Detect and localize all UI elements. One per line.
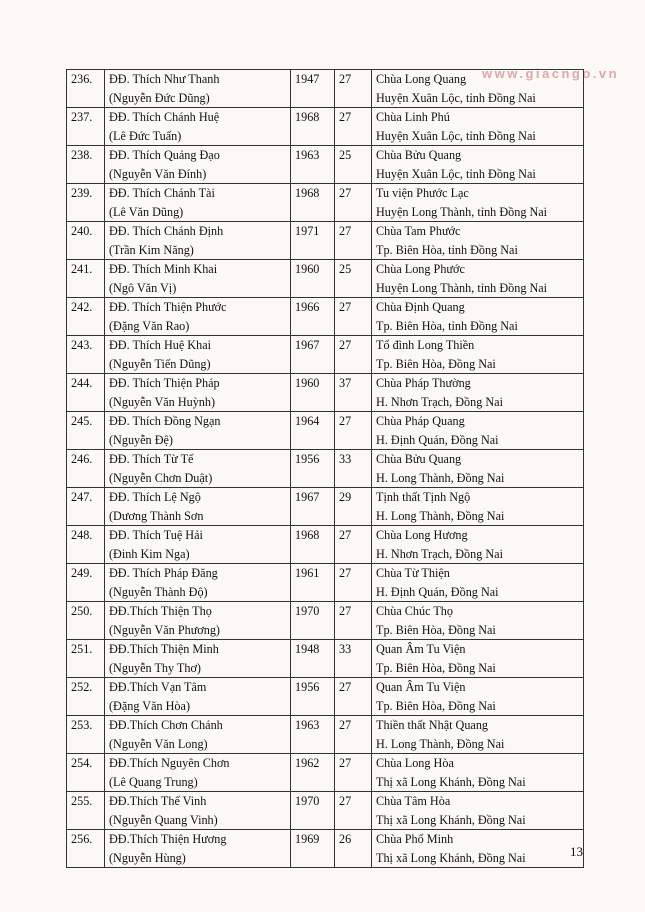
birth-year: 1961 xyxy=(291,564,335,602)
temple-location: Thị xã Long Khánh, Đồng Nai xyxy=(376,812,526,827)
temple-cell xyxy=(372,830,584,868)
temple-name: Chùa Long Phước xyxy=(376,262,465,276)
lay-name: (Nguyễn Tiến Dũng) xyxy=(109,356,211,371)
row-number: 252. xyxy=(67,678,105,716)
temple-cell xyxy=(372,146,584,184)
temple-location: Thị xã Long Khánh, Đồng Nai xyxy=(376,850,526,865)
birth-year: 1970 xyxy=(291,602,335,640)
birth-year: 1956 xyxy=(291,450,335,488)
dharma-name: ĐĐ.Thích Chơn Chánh xyxy=(109,718,223,732)
table-row xyxy=(67,298,584,336)
temple-name: Quan Âm Tu Viện xyxy=(376,680,466,694)
birth-year: 1962 xyxy=(291,754,335,792)
lay-name: (Đặng Văn Rao) xyxy=(109,318,190,333)
temple-name: Tịnh thất Tịnh Ngộ xyxy=(376,490,471,504)
dharma-name: ĐĐ. Thích Tuệ Hải xyxy=(109,528,203,542)
row-number: 253. xyxy=(67,716,105,754)
birth-year: 1948 xyxy=(291,640,335,678)
temple-name: Chùa Từ Thiện xyxy=(376,566,450,580)
age: 27 xyxy=(335,412,372,450)
monk-name-cell xyxy=(105,754,291,792)
table-body xyxy=(67,70,584,868)
monk-name-cell xyxy=(105,830,291,868)
lay-name: (Nguyễn Văn Đính) xyxy=(109,166,207,181)
dharma-name: ĐĐ. Thích Pháp Đăng xyxy=(109,566,218,580)
age: 27 xyxy=(335,602,372,640)
temple-location: Tp. Biên Hòa, tỉnh Đồng Nai xyxy=(376,242,518,257)
temple-location: Tp. Biên Hòa, Đồng Nai xyxy=(376,622,496,637)
lay-name: (Nguyễn Quang Vinh) xyxy=(109,812,218,827)
table-row xyxy=(67,754,584,792)
monk-name-cell xyxy=(105,602,291,640)
monk-name-cell xyxy=(105,792,291,830)
table-row xyxy=(67,792,584,830)
monk-name-cell xyxy=(105,678,291,716)
monk-name-cell xyxy=(105,716,291,754)
watermark: www.giacngo.vn xyxy=(482,66,620,81)
temple-name: Chùa Pháp Quang xyxy=(376,414,465,428)
dharma-name: ĐĐ. Thích Như Thanh xyxy=(109,72,220,86)
row-number: 240. xyxy=(67,222,105,260)
monk-name-cell xyxy=(105,108,291,146)
dharma-name: ĐĐ.Thích Thiện Minh xyxy=(109,642,219,656)
monk-name-cell xyxy=(105,450,291,488)
temple-location: Huyện Long Thành, tỉnh Đồng Nai xyxy=(376,280,548,295)
table-row xyxy=(67,678,584,716)
temple-name: Chùa Linh Phú xyxy=(376,110,450,124)
lay-name: (Ngô Văn Vị) xyxy=(109,280,177,295)
dharma-name: ĐĐ. Thích Lệ Ngộ xyxy=(109,490,201,504)
temple-location: H. Long Thành, Đồng Nai xyxy=(376,508,505,523)
age: 27 xyxy=(335,716,372,754)
temple-cell xyxy=(372,222,584,260)
table-row xyxy=(67,222,584,260)
lay-name: (Lê Đức Tuấn) xyxy=(109,128,182,143)
table-row xyxy=(67,488,584,526)
monk-name-cell xyxy=(105,260,291,298)
table-row xyxy=(67,108,584,146)
table-row xyxy=(67,602,584,640)
temple-cell xyxy=(372,260,584,298)
monk-name-cell xyxy=(105,374,291,412)
dharma-name: ĐĐ.Thích Thiện Hương xyxy=(109,832,227,846)
row-number: 256. xyxy=(67,830,105,868)
row-number: 243. xyxy=(67,336,105,374)
lay-name: (Trần Kim Năng) xyxy=(109,242,194,257)
row-number: 236. xyxy=(67,70,105,108)
dharma-name: ĐĐ. Thích Thiện Pháp xyxy=(109,376,220,390)
temple-name: Quan Âm Tu Viện xyxy=(376,642,466,656)
dharma-name: ĐĐ. Thích Đồng Ngạn xyxy=(109,414,221,428)
temple-location: Huyện Xuân Lộc, tỉnh Đồng Nai xyxy=(376,128,536,143)
birth-year: 1963 xyxy=(291,716,335,754)
birth-year: 1968 xyxy=(291,108,335,146)
temple-cell xyxy=(372,336,584,374)
temple-cell xyxy=(372,602,584,640)
temple-location: Tp. Biên Hòa, Đồng Nai xyxy=(376,356,496,371)
age: 27 xyxy=(335,526,372,564)
birth-year: 1960 xyxy=(291,374,335,412)
age: 27 xyxy=(335,108,372,146)
age: 27 xyxy=(335,70,372,108)
monk-name-cell xyxy=(105,298,291,336)
row-number: 239. xyxy=(67,184,105,222)
lay-name: (Nguyễn Văn Phương) xyxy=(109,622,220,637)
dharma-name: ĐĐ.Thích Vạn Tâm xyxy=(109,680,207,694)
temple-name: Chùa Phổ Minh xyxy=(376,832,454,846)
dharma-name: ĐĐ. Thích Minh Khai xyxy=(109,262,218,276)
row-number: 254. xyxy=(67,754,105,792)
row-number: 241. xyxy=(67,260,105,298)
monk-name-cell xyxy=(105,184,291,222)
monk-name-cell xyxy=(105,222,291,260)
age: 25 xyxy=(335,260,372,298)
table-row xyxy=(67,184,584,222)
age: 27 xyxy=(335,336,372,374)
lay-name: (Lê Văn Dũng) xyxy=(109,204,184,219)
monk-name-cell xyxy=(105,412,291,450)
table-row xyxy=(67,640,584,678)
temple-name: Chùa Tam Phước xyxy=(376,224,461,238)
lay-name: (Nguyễn Đức Dũng) xyxy=(109,90,210,105)
temple-cell xyxy=(372,70,584,108)
table-row xyxy=(67,70,584,108)
temple-location: H. Định Quán, Đồng Nai xyxy=(376,584,499,599)
row-number: 238. xyxy=(67,146,105,184)
monk-name-cell xyxy=(105,564,291,602)
temple-cell xyxy=(372,792,584,830)
temple-cell xyxy=(372,526,584,564)
temple-name: Chùa Định Quang xyxy=(376,300,465,314)
temple-name: Chùa Bửu Quang xyxy=(376,148,462,162)
table-row xyxy=(67,450,584,488)
lay-name: (Nguyễn Chơn Duật) xyxy=(109,470,213,485)
row-number: 250. xyxy=(67,602,105,640)
monk-name-cell xyxy=(105,488,291,526)
age: 33 xyxy=(335,640,372,678)
table-row xyxy=(67,374,584,412)
age: 27 xyxy=(335,792,372,830)
temple-location: H. Long Thành, Đồng Nai xyxy=(376,470,505,485)
birth-year: 1971 xyxy=(291,222,335,260)
temple-name: Chùa Long Hòa xyxy=(376,756,454,770)
lay-name: (Nguyễn Đệ) xyxy=(109,432,173,447)
row-number: 255. xyxy=(67,792,105,830)
dharma-name: ĐĐ. Thích Thiện Phước xyxy=(109,300,227,314)
temple-cell xyxy=(372,640,584,678)
table-row xyxy=(67,336,584,374)
temple-location: H. Nhơn Trạch, Đồng Nai xyxy=(376,546,503,561)
birth-year: 1960 xyxy=(291,260,335,298)
temple-location: H. Định Quán, Đồng Nai xyxy=(376,432,499,447)
birth-year: 1968 xyxy=(291,526,335,564)
temple-cell xyxy=(372,412,584,450)
monk-name-cell xyxy=(105,70,291,108)
temple-location: Huyện Xuân Lộc, tỉnh Đồng Nai xyxy=(376,166,536,181)
temple-name: Chùa Pháp Thường xyxy=(376,376,471,390)
temple-name: Chùa Long Quang xyxy=(376,72,467,86)
temple-cell xyxy=(372,108,584,146)
temple-cell xyxy=(372,184,584,222)
lay-name: (Đinh Kim Nga) xyxy=(109,546,190,561)
monk-name-cell xyxy=(105,336,291,374)
table-row xyxy=(67,412,584,450)
row-number: 249. xyxy=(67,564,105,602)
table-row xyxy=(67,564,584,602)
lay-name: (Nguyễn Thy Thơ) xyxy=(109,660,201,675)
temple-name: Tổ đình Long Thiền xyxy=(376,338,475,352)
temple-name: Chùa Chúc Thọ xyxy=(376,604,453,618)
lay-name: (Nguyễn Văn Long) xyxy=(109,736,208,751)
row-number: 245. xyxy=(67,412,105,450)
dharma-name: ĐĐ. Thích Chánh Tài xyxy=(109,186,215,200)
birth-year: 1967 xyxy=(291,336,335,374)
temple-cell xyxy=(372,450,584,488)
birth-year: 1970 xyxy=(291,792,335,830)
age: 37 xyxy=(335,374,372,412)
row-number: 244. xyxy=(67,374,105,412)
temple-location: Tp. Biên Hòa, Đồng Nai xyxy=(376,660,496,675)
dharma-name: ĐĐ.Thích Thiện Thọ xyxy=(109,604,212,618)
temple-name: Chùa Long Hương xyxy=(376,528,468,542)
dharma-name: ĐĐ. Thích Chánh Định xyxy=(109,224,224,238)
birth-year: 1963 xyxy=(291,146,335,184)
birth-year: 1969 xyxy=(291,830,335,868)
temple-name: Tu viện Phước Lạc xyxy=(376,186,469,200)
monk-list-table xyxy=(66,69,584,868)
row-number: 237. xyxy=(67,108,105,146)
table-row xyxy=(67,260,584,298)
temple-cell xyxy=(372,488,584,526)
age: 27 xyxy=(335,564,372,602)
lay-name: (Đặng Văn Hòa) xyxy=(109,698,190,713)
temple-location: H. Long Thành, Đồng Nai xyxy=(376,736,505,751)
temple-name: Chùa Tâm Hòa xyxy=(376,794,451,808)
dharma-name: ĐĐ. Thích Huệ Khai xyxy=(109,338,211,352)
row-number: 247. xyxy=(67,488,105,526)
dharma-name: ĐĐ. Thích Quảng Đạo xyxy=(109,148,220,162)
table-row xyxy=(67,830,584,868)
age: 26 xyxy=(335,830,372,868)
age: 29 xyxy=(335,488,372,526)
temple-cell xyxy=(372,564,584,602)
lay-name: (Nguyễn Văn Huỳnh) xyxy=(109,394,216,409)
birth-year: 1968 xyxy=(291,184,335,222)
lay-name: (Lê Quang Trung) xyxy=(109,774,198,789)
age: 27 xyxy=(335,222,372,260)
birth-year: 1967 xyxy=(291,488,335,526)
row-number: 251. xyxy=(67,640,105,678)
dharma-name: ĐĐ.Thích Thế Vinh xyxy=(109,794,207,808)
temple-location: Thị xã Long Khánh, Đồng Nai xyxy=(376,774,526,789)
row-number: 246. xyxy=(67,450,105,488)
temple-cell xyxy=(372,298,584,336)
table-row xyxy=(67,146,584,184)
birth-year: 1964 xyxy=(291,412,335,450)
temple-cell xyxy=(372,716,584,754)
row-number: 242. xyxy=(67,298,105,336)
age: 25 xyxy=(335,146,372,184)
age: 33 xyxy=(335,450,372,488)
table-row xyxy=(67,716,584,754)
age: 27 xyxy=(335,184,372,222)
birth-year: 1956 xyxy=(291,678,335,716)
monk-name-cell xyxy=(105,146,291,184)
temple-name: Chùa Bửu Quang xyxy=(376,452,462,466)
temple-cell xyxy=(372,678,584,716)
birth-year: 1966 xyxy=(291,298,335,336)
temple-location: Tp. Biên Hòa, tỉnh Đồng Nai xyxy=(376,318,518,333)
temple-cell xyxy=(372,374,584,412)
temple-location: Huyện Xuân Lộc, tỉnh Đồng Nai xyxy=(376,90,536,105)
page-number: 13 xyxy=(570,844,583,859)
age: 27 xyxy=(335,298,372,336)
temple-location: H. Nhơn Trạch, Đồng Nai xyxy=(376,394,503,409)
dharma-name: ĐĐ. Thích Chánh Huệ xyxy=(109,110,220,124)
temple-cell xyxy=(372,754,584,792)
age: 27 xyxy=(335,678,372,716)
lay-name: (Dương Thành Sơn xyxy=(109,508,204,523)
temple-location: Huyện Long Thành, tỉnh Đồng Nai xyxy=(376,204,548,219)
temple-name: Thiền thất Nhật Quang xyxy=(376,718,489,732)
birth-year: 1947 xyxy=(291,70,335,108)
dharma-name: ĐĐ.Thích Nguyên Chơn xyxy=(109,756,230,770)
row-number: 248. xyxy=(67,526,105,564)
dharma-name: ĐĐ. Thích Từ Tế xyxy=(109,452,194,466)
monk-name-cell xyxy=(105,640,291,678)
lay-name: (Nguyễn Hùng) xyxy=(109,850,186,865)
lay-name: (Nguyễn Thành Độ) xyxy=(109,584,208,599)
age: 27 xyxy=(335,754,372,792)
table-row xyxy=(67,526,584,564)
monk-name-cell xyxy=(105,526,291,564)
temple-location: Tp. Biên Hòa, Đồng Nai xyxy=(376,698,496,713)
